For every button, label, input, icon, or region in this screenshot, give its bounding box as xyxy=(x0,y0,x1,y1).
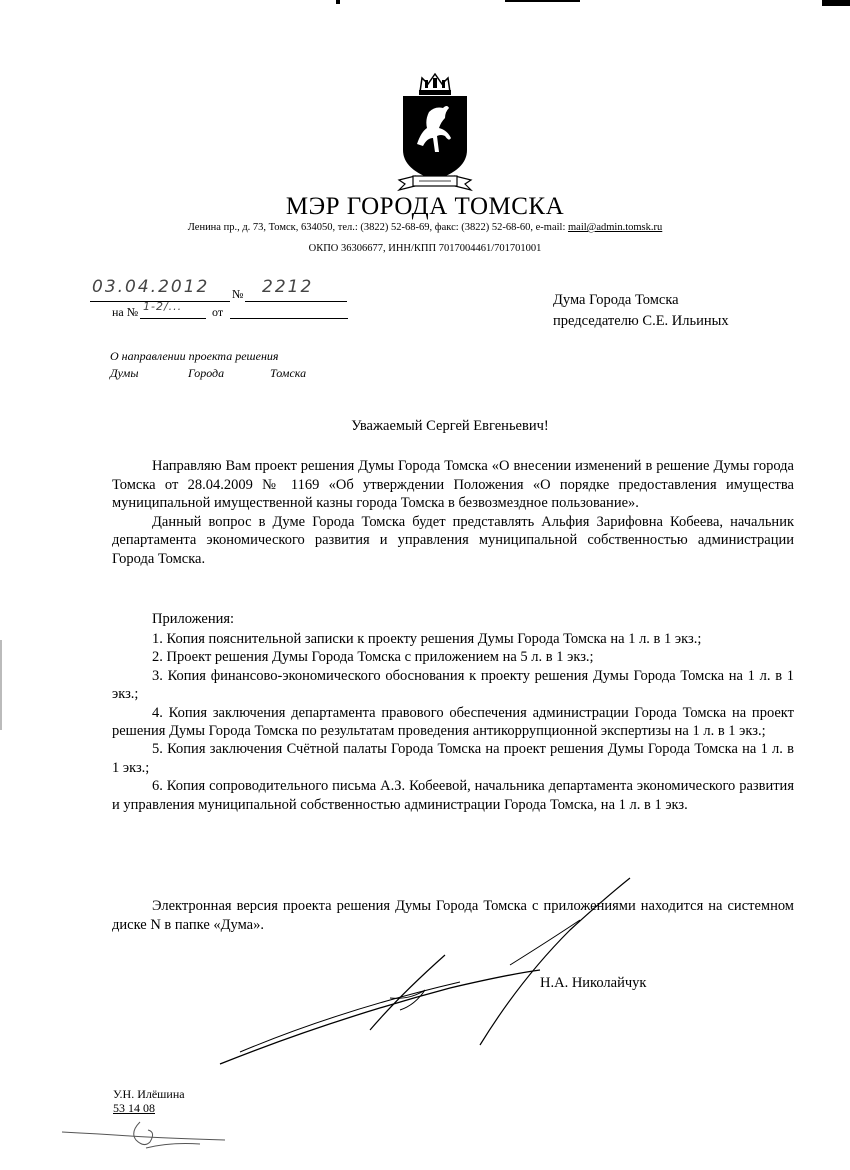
address-line xyxy=(0,222,850,233)
reference-from-label: от xyxy=(212,305,224,319)
recipient-line: председателю С.Е. Ильиных xyxy=(553,313,729,329)
address-text: Ленина пр., д. 73, Томск, 634050, тел.: (3822) 52-68-69, факс: (3822) 52-68-60, e-mail: xyxy=(187,222,569,233)
registration-number: 2212 xyxy=(262,277,314,297)
subject-line: О направлении проекта решения xyxy=(110,349,279,363)
body-paragraph: Направляю Вам проект решения Думы Города Томска «О внесении изменений в решение Думы города Томска от 28.04.2009 № 1169 «Об утверждении Положения «О порядке предоставления имущества муниципальной имущественной казны города Томска в безвозмездное пользование». xyxy=(112,458,794,511)
subject-word: Города xyxy=(188,366,225,380)
scan-artifact xyxy=(505,0,580,2)
recipient xyxy=(553,290,729,332)
attachment-item: 4. Копия заключения департамента правового обеспечения администрации Города Томска на проект решения Думы Города Томска по результатам проведения антикоррупционной экспертизы на 1 л. в 1 экз.; xyxy=(112,704,794,740)
page-title: МЭР ГОРОДА ТОМСКА xyxy=(285,193,565,220)
attachment-item: 3. Копия финансово-экономического обоснования к проекту решения Думы Города Томска на 1 л. в 1 экз.; xyxy=(112,667,794,703)
reference-underline xyxy=(140,318,206,319)
subject-word: Думы xyxy=(110,366,139,380)
signature-icon xyxy=(210,870,640,1070)
scan-artifact xyxy=(0,640,2,730)
subject-line xyxy=(110,365,306,382)
scan-artifact xyxy=(336,0,340,4)
reference-number: 1-2/... xyxy=(143,300,183,313)
attachment-item: 2. Проект решения Думы Города Томска с приложением на 5 л. в 1 экз.; xyxy=(152,649,594,666)
letter-body xyxy=(112,457,794,568)
body-paragraph: Данный вопрос в Думе Города Томска будет представлять Альфия Зарифовна Кобеева, начальник департамента экономического развития и управления муниципальной собственностью администрации Города Томска. xyxy=(112,513,794,567)
attachment-item: 5. Копия заключения Счётной палаты Города Томска на проект решения Думы Города Томска на 1 л. в 1 экз.; xyxy=(112,741,794,776)
attachment-item: 6. Копия сопроводительного письма А.З. Кобеевой, начальника департамента экономического развития и управления муниципальной собственностью администрации Города Томска, на 1 л. в 1 экз. xyxy=(112,778,794,813)
scribble-icon xyxy=(60,1118,240,1158)
greeting: Уважаемый Сергей Евгеньевич! xyxy=(351,418,549,434)
executor-name: У.Н. Илёшина xyxy=(113,1087,185,1101)
closing-text: Электронная версия проекта решения Думы Города Томска с приложениями находится на системном диске N в папке «Дума». xyxy=(112,898,794,933)
attachment-item: 1. Копия пояснительной записки к проекту решения Думы Города Томска на 1 л. в 1 экз.; xyxy=(152,631,702,647)
subject-word: Томска xyxy=(270,366,307,380)
registration-date: 03.04.2012 xyxy=(92,277,210,297)
okpo-line: ОКПО 36306677, ИНН/КПП 7017004461/701701001 xyxy=(308,243,542,254)
coat-of-arms-icon xyxy=(395,72,475,194)
scan-artifact xyxy=(822,0,850,6)
signatory-name: Н.А. Николайчук xyxy=(540,975,647,991)
attachments-list xyxy=(112,630,794,814)
subject xyxy=(110,348,306,382)
registration-underline xyxy=(245,301,347,302)
recipient-line: Дума Города Томска xyxy=(553,292,679,308)
reference-underline xyxy=(230,318,348,319)
executor-phone: 53 14 08 xyxy=(113,1101,155,1115)
executor xyxy=(113,1087,185,1115)
attachments-heading: Приложения: xyxy=(152,611,235,627)
registration-number-sign: № xyxy=(232,287,244,301)
email-link[interactable]: mail@admin.tomsk.ru xyxy=(568,222,663,233)
reference-label: на № xyxy=(112,305,139,319)
